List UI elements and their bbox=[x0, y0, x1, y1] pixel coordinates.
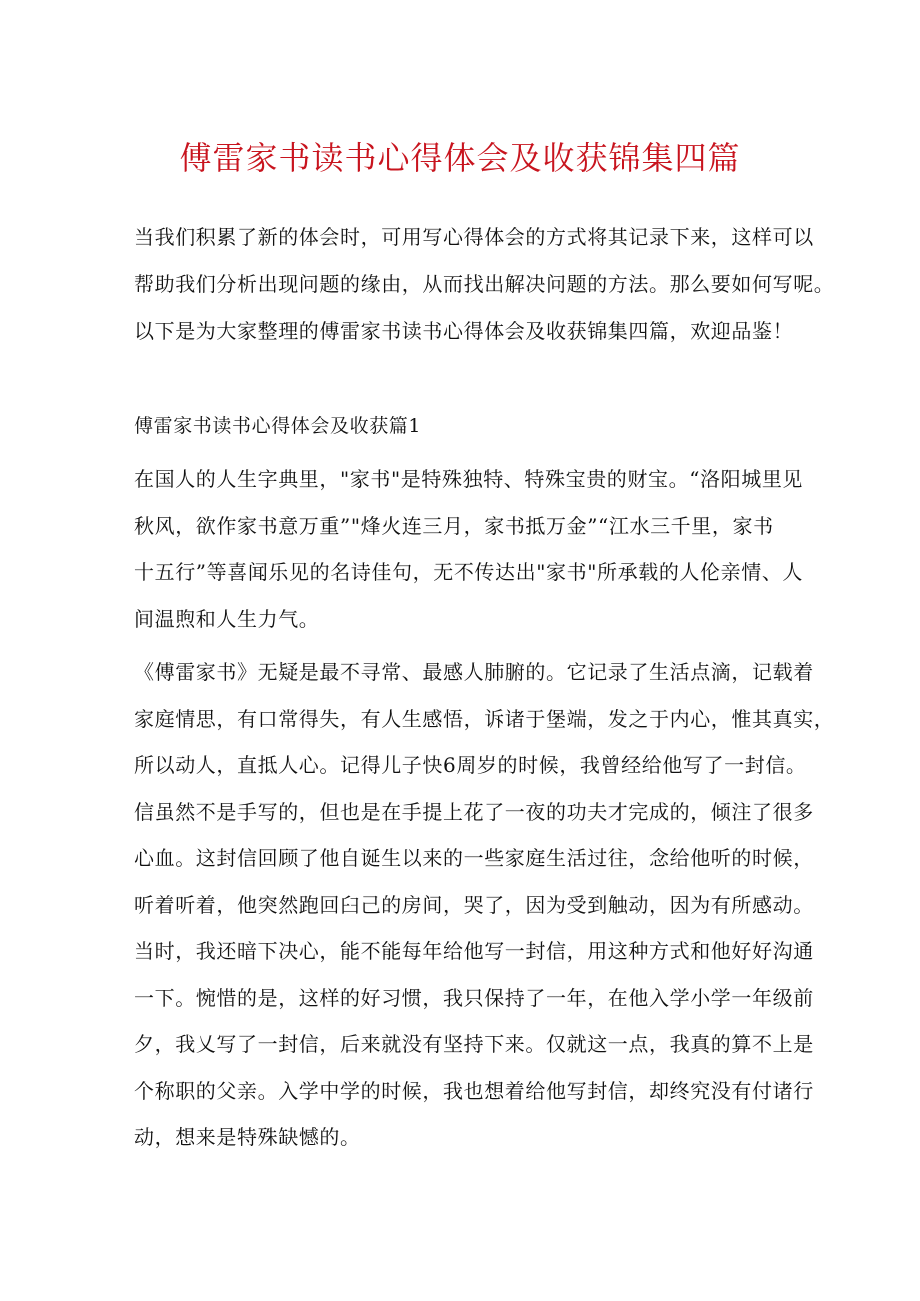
intro-line: 以下是为大家整理的傅雷家书读书心得体会及收获锦集四篇，欢迎品鉴！ bbox=[134, 319, 794, 343]
paragraph-line: 间温煦和人生力气。 bbox=[134, 606, 320, 631]
paragraph-line: 《傅雷家书》无疑是最不寻常、最感人肺腑的。它记录了生活点滴，记载着 bbox=[134, 660, 814, 684]
paragraph-line: 当时，我还暗下决心，能不能每年给他写一封信，用这种方式和他好好沟通 bbox=[134, 939, 814, 963]
paragraph-line: 十五行”等喜闻乐见的名诗佳句，无不传达出"家书"所承载的人伦亲情、人 bbox=[134, 560, 804, 584]
paragraph-line: 夕，我乂写了一封信，后来就没有坚持下来。仅就这一点，我真的算不上是 bbox=[134, 1032, 814, 1056]
paragraph-line: 动，想来是特殊缺憾的。 bbox=[134, 1125, 361, 1149]
paragraph-line: 在国人的人生字典里，"家书"是特殊独特、特殊宝贵的财宝。“洛阳城里见 bbox=[134, 467, 804, 491]
paragraph-line: 信虽然不是手写的，但也是在手提上花了一夜的功夫才完成的，倾注了很多 bbox=[134, 799, 814, 824]
document-title: 傅雷家书读书心得体会及收获锦集四篇 bbox=[179, 139, 741, 177]
section-heading: 傅雷家书读书心得体会及收获篇1 bbox=[134, 415, 422, 437]
intro-line: 帮助我们分析出现问题的缘由，从而找出解决问题的方法。那么要如何写呢。 bbox=[134, 272, 835, 296]
intro-paragraph bbox=[134, 214, 835, 355]
body-paragraph-1 bbox=[134, 456, 804, 642]
paragraph-line: 一下。惋惜的是，这样的好习惯，我只保持了一年，在他入学小学一年级前 bbox=[134, 985, 814, 1010]
paragraph-line: 听着听着，他突然跑回臼己的房间，哭了，因为受到触动，因为有所感动。 bbox=[134, 892, 814, 917]
paragraph-line: 家庭情思，有口常得失，有人生感悟，诉诸于堡端，发之于内心，惟其真实， bbox=[134, 706, 835, 731]
paragraph-line: 所以动人，直抵人心。记得儿子快6周岁的时候，我曾经给他写了一封信。 bbox=[134, 753, 807, 777]
paragraph-line: 心血。这封信回顾了他自诞生以来的一些家庭生活过往，念给他听的时候， bbox=[134, 846, 814, 870]
intro-line: 当我们积累了新的体会时，可用写心得体会的方式将其记录下来，这样可以 bbox=[134, 225, 814, 249]
paragraph-line: 个称职的父亲。入学中学的时候，我也想着给他写封信，却终究没有付诸行 bbox=[134, 1078, 814, 1103]
paragraph-line: 秋风，欲作家书意万重”"烽火连三月，家书抵万金”“江水三千里，家书 bbox=[134, 513, 774, 538]
body-paragraph-2 bbox=[134, 649, 835, 1161]
